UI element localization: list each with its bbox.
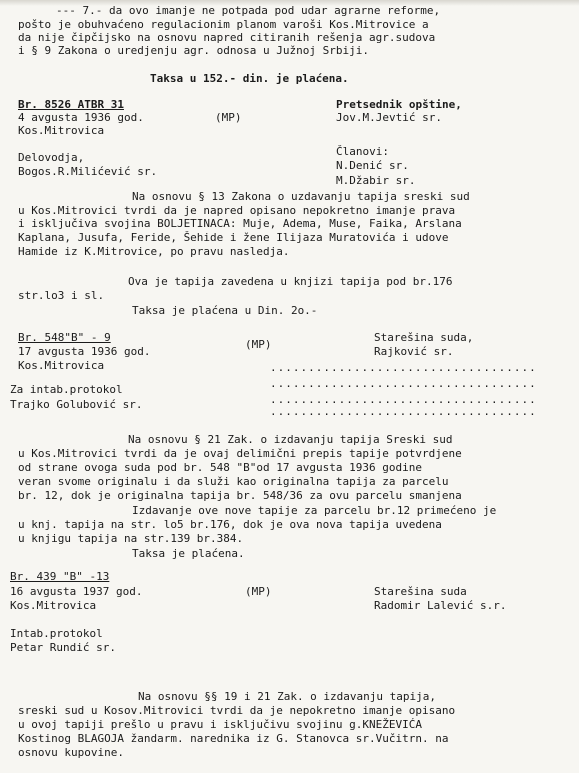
- signature-dots: ...................................: [270, 361, 537, 374]
- registration-number: Br. 8526 ATBR 31: [18, 98, 124, 111]
- text-line: u knj. tapija na str. lo5 br.176, dok je ova nova tapija uvedena: [18, 518, 442, 531]
- clerk-name: Bogos.R.Milićević sr.: [18, 165, 158, 178]
- text-line: i § 9 Zakona o uredjenju agr. odnosa u Južnoj Srbiji.: [18, 44, 369, 57]
- signature-dots: ...................................: [270, 393, 537, 406]
- text-line: Kaplana, Jusufa, Feride, Šehide i žene Ilijaza Muratovića i udove: [18, 231, 449, 244]
- tax-note: Taksa je plaćena.: [132, 547, 245, 560]
- text-line: Na osnovu § 13 Zakona o uzdavanju tapija sreski sud: [132, 190, 470, 203]
- text-line: Na osnovu §§ 19 i 21 Zak. o izdavanju tapija,: [138, 690, 437, 703]
- text-line: od strane ovoga suda pod br. 548 "B"od 17 avgusta 1936 godine: [18, 461, 422, 474]
- registration-number: Br. 439 "B" -13: [10, 570, 110, 583]
- text-line: veran svome originalu i da služi kao originalna tapija za parcelu: [18, 475, 449, 488]
- clerk-label: Delovodja,: [18, 151, 85, 164]
- member-name: M.Džabir sr.: [336, 174, 416, 187]
- date: 4 avgusta 1936 god.: [18, 111, 144, 124]
- protocol-name: Trajko Golubović sr.: [10, 398, 143, 411]
- tax-note: Taksa u 152.- din. je plaćena.: [150, 72, 349, 85]
- protocol-label: Intab.protokol: [10, 627, 103, 640]
- registration-number: Br. 548"B" - 9: [18, 331, 111, 344]
- president-name: Jov.M.Jevtić sr.: [336, 111, 442, 124]
- place: Kos.Mitrovica: [18, 124, 105, 137]
- tax-note: Taksa je plaćena u Din. 2o.-: [132, 304, 318, 317]
- text-line: osnovu kupovine.: [18, 746, 124, 759]
- judge-name: Radomir Lalević s.r.: [374, 599, 507, 612]
- judge-name: Rajković sr.: [374, 345, 454, 358]
- text-line: Na osnovu § 21 Zak. o izdavanju tapija Sreski sud: [128, 433, 453, 446]
- registry-note: Ova je tapija zavedena u knjizi tapija pod br.176: [128, 275, 453, 288]
- signature-dots: ...................................: [270, 405, 537, 418]
- text-line: u Kos.Mitrovici tvrdi da je napred opisano nepokretno imanje prava: [18, 204, 456, 217]
- text-line: Izdavanje ove nove tapije za parcelu br.12 primećeno je: [132, 504, 497, 517]
- judge-title: Starešina suda,: [374, 331, 474, 344]
- member-name: N.Denić sr.: [336, 159, 409, 172]
- signature-dots: ...................................: [270, 377, 537, 390]
- text-line: da nije čipčijsko na osnovu napred citiranih rešenja agr.sudova: [18, 31, 436, 44]
- registry-note: str.lo3 i sl.: [18, 289, 105, 302]
- protocol-name: Petar Rundić sr.: [10, 641, 116, 654]
- place: Kos.Mitrovica: [10, 599, 97, 612]
- seal-mark: (MP): [215, 111, 242, 124]
- protocol-label: Za intab.protokol: [10, 383, 123, 396]
- place: Kos.Mitrovica: [18, 359, 105, 372]
- text-line: sreski sud u Kosov.Mitrovici tvrdi da je nepokretno imanje opisano: [18, 704, 456, 717]
- text-line: u ovoj tapiji prešlo u pravu i isključivu svojinu g.KNEŽEVIĆA: [18, 718, 422, 731]
- text-line: Kostinog BLAGOJA žandarm. narednika iz G. Stanovca sr.Vučitrn. na: [18, 732, 449, 745]
- date: 17 avgusta 1936 god.: [18, 345, 151, 358]
- text-line: br. 12, dok je originalna tapija br. 548/36 za ovu parcelu smanjena: [18, 489, 462, 502]
- text-line: pošto je obuhvaćeno regulacionim planom varoši Kos.Mitrovice a: [18, 18, 429, 31]
- text-line: u knjigu tapija na str.139 br.384.: [18, 532, 244, 545]
- members-label: Članovi:: [336, 145, 389, 158]
- text-line: --- 7.- da ovo imanje ne potpada pod udar agrarne reforme,: [56, 4, 441, 17]
- seal-mark: (MP): [245, 585, 272, 598]
- text-line: u Kos.Mitrovici tvrdi da je ovaj delimični prepis tapije potvrdjene: [18, 447, 462, 460]
- president-title: Pretsednik opštine,: [336, 98, 462, 111]
- text-line: Hamide iz K.Mitrovice, po pravu nasledja.: [18, 245, 290, 258]
- seal-mark: (MP): [245, 338, 272, 351]
- judge-title: Starešina suda: [374, 585, 467, 598]
- text-line: i isključiva svojina BOLJETINACA: Muje, Adema, Muse, Faika, Arslana: [18, 217, 462, 230]
- date: 16 avgusta 1937 god.: [10, 585, 143, 598]
